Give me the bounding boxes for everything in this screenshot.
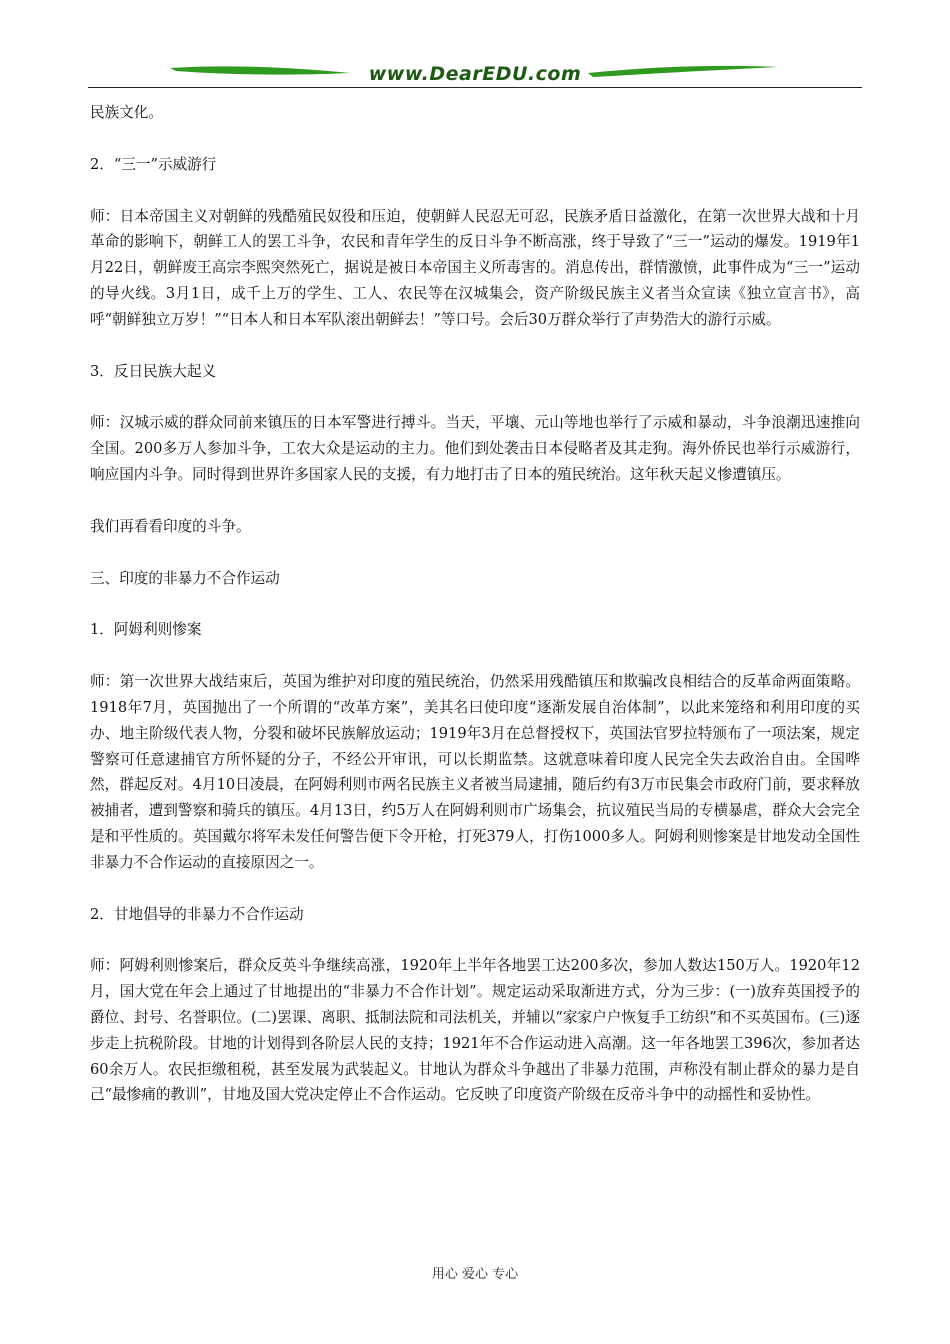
section-heading: 3．反日民族大起义 — [90, 362, 217, 380]
section-heading: 2．甘地倡导的非暴力不合作运动 — [90, 905, 304, 923]
paragraph: 师：第一次世界大战结束后，英国为维护对印度的殖民统治，仍然采用残酷镇压和欺骗改良相结合的反革命两面策略。1918年7月，英国抛出了一个所谓的“改革方案”，美其名曰使印度“逐渐发展自治体制”，以此来笼络和利用印度的买办、地主阶级代表人物，分裂和破坏民族解放运动；1919年3月在总督授权下，英国法官罗拉特颁布了一项法案，规定警察可任意逮捕官方所怀疑的分子，不经公开审讯，可以长期监禁。这就意味着印度人民完全失去政治自由。全国哗然，群起反对。4月10日凌晨，在阿姆利则市两名民族主义者被当局逮捕，随后约有3万市民集会市政府门前，要求释放被捕者，遭到警察和骑兵的镇压。4月13日，约5万人在阿姆利则市广场集会，抗议殖民当局的专横暴虐，群众大会完全是和平性质的。英国戴尔将军未发任何警告便下令开枪，打死379人，打伤1000多人。阿姆利则惨案是甘地发动全国性非暴力不合作运动的直接原因之一。 — [90, 673, 860, 871]
paragraph: 师：日本帝国主义对朝鲜的残酷殖民奴役和压迫，使朝鲜人民忍无可忍，民族矛盾日益激化，在第一次世界大战和十月革命的影响下，朝鲜工人的罢工斗争，农民和青年学生的反日斗争不断高涨，终于导致了“三一”运动的爆发。1919年1月22日，朝鲜废王高宗李熙突然死亡，据说是被日本帝国主义所毒害的。消息传出，群情激愤，此事件成为“三一”运动的导火线。3月1日，成千上万的学生、工人、农民等在汉城集会，资产阶级民族主义者当众宣读《独立宣言书》，高呼“朝鲜独立万岁！”“日本人和日本军队滚出朝鲜去！”等口号。会后30万群众举行了声势浩大的游行示威。 — [90, 207, 860, 328]
page-footer: 用心 爱心 专心 — [431, 1267, 519, 1282]
paragraph: 民族文化。 — [90, 104, 163, 121]
header-rule — [88, 87, 862, 88]
section-heading: 1．阿姆利则惨案 — [90, 621, 202, 639]
section-heading: 2．“三一”示威游行 — [90, 155, 217, 173]
paragraph: 我们再看看印度的斗争。 — [90, 517, 251, 535]
paragraph: 师：阿姆利则惨案后，群众反英斗争继续高涨，1920年上半年各地罢工达200多次，参加人数达150万人。1920年12月，国大党在年会上通过了甘地提出的“非暴力不合作计划”。规定运动采取渐进方式，分为三步：(一)放弃英国授予的爵位、封号、名誉职位。(二)罢课、离职、抵制法院和司法机关，并辅以“家家户户恢复手工纺织”和不买英国布。(三)逐步走上抗税阶段。甘地的计划得到各阶层人民的支持；1921年不合作运动进入高潮。这一年各地罢工396次，参加者达60余万人。农民拒缴租税，甚至发展为武装起义。甘地认为群众斗争越出了非暴力范围，声称没有制止群众的暴力是自己“最惨痛的教训”，甘地及国大党决定停止不合作运动。它反映了印度资产阶级在反帝斗争中的动摇性和妥协性。 — [90, 957, 860, 1104]
paragraph: 师：汉城示威的群众同前来镇压的日本军警进行搏斗。当天，平壤、元山等地也举行了示威和暴动，斗争浪潮迅速推向全国。200多万人参加斗争，工农大众是运动的主力。他们到处袭击日本侵略者及其走狗。海外侨民也举行示威游行，响应国内斗争。同时得到世界许多国家人民的支援，有力地打击了日本的殖民统治。这年秋天起义惨遭镇压。 — [90, 414, 860, 483]
site-header — [88, 58, 862, 92]
document-body — [90, 100, 860, 1108]
section-heading: 三、印度的非暴力不合作运动 — [90, 569, 280, 587]
site-url: www.DearEDU.com — [368, 63, 582, 85]
